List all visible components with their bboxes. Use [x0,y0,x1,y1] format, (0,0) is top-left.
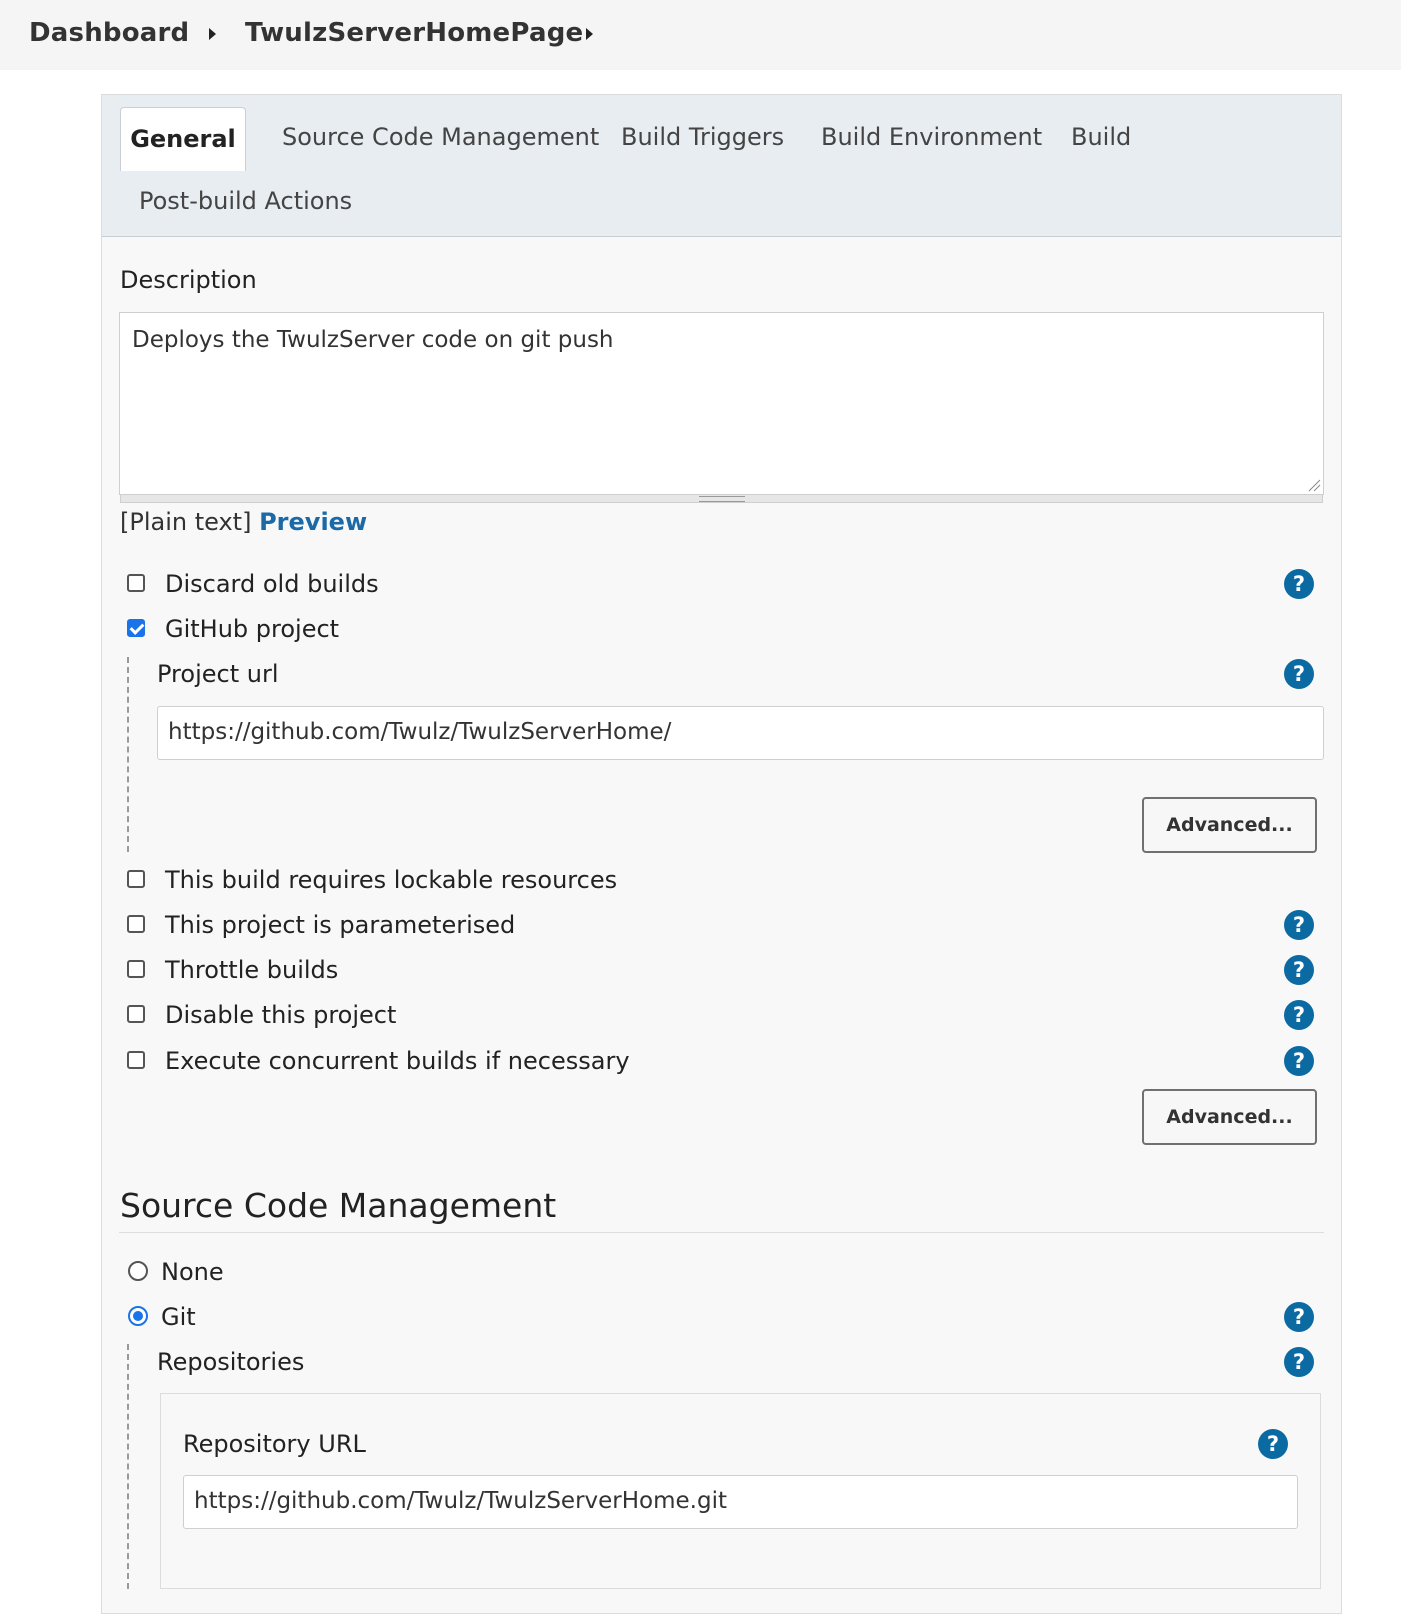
disable-project-label[interactable]: Disable this project [165,1001,397,1029]
help-git-icon[interactable]: ? [1284,1302,1314,1332]
grip-lines-icon [699,496,745,502]
plain-text-note [120,508,367,536]
description-label: Description [120,266,257,294]
breadcrumb-project[interactable]: TwulzServerHomePage [245,18,584,48]
discard-old-builds-label[interactable]: Discard old builds [165,570,379,598]
help-throttle-icon[interactable]: ? [1284,955,1314,985]
tab-build-triggers[interactable]: Build Triggers [621,123,785,151]
scm-git-radio[interactable] [128,1306,148,1326]
breadcrumb [0,0,1401,70]
help-disable-icon[interactable]: ? [1284,1000,1314,1030]
advanced-button-general[interactable]: Advanced... [1142,1089,1317,1145]
repositories-label: Repositories [157,1348,305,1376]
preview-link[interactable]: Preview [259,508,368,536]
github-nested-guide [127,657,129,852]
project-url-label: Project url [157,660,279,688]
plain-text-label: [Plain text] [120,508,252,536]
project-url-input[interactable]: https://github.com/Twulz/TwulzServerHome/ [157,706,1324,760]
help-repository-url-icon[interactable]: ? [1258,1429,1288,1459]
description-textarea[interactable] [119,312,1324,495]
lockable-resources-label[interactable]: This build requires lockable resources [165,866,618,894]
lockable-resources-checkbox[interactable] [127,870,145,888]
scm-none-radio[interactable] [128,1261,148,1281]
disable-project-checkbox[interactable] [127,1005,145,1023]
github-project-checkbox[interactable] [127,619,145,637]
github-project-label[interactable]: GitHub project [165,615,340,643]
concurrent-builds-label[interactable]: Execute concurrent builds if necessary [165,1047,630,1075]
breadcrumb-dashboard[interactable]: Dashboard [29,18,190,48]
help-repositories-icon[interactable]: ? [1284,1347,1314,1377]
help-discard-icon[interactable]: ? [1284,569,1314,599]
throttle-builds-label[interactable]: Throttle builds [165,956,339,984]
help-project-url-icon[interactable]: ? [1284,659,1314,689]
git-nested-guide [127,1344,129,1589]
description-value: Deploys the TwulzServer code on git push [132,327,614,353]
throttle-builds-checkbox[interactable] [127,960,145,978]
repository-url-label: Repository URL [183,1430,366,1458]
tab-general[interactable]: General [120,107,246,171]
scm-git-label[interactable]: Git [161,1303,196,1331]
concurrent-builds-checkbox[interactable] [127,1051,145,1069]
tab-build-environment[interactable]: Build Environment [821,123,1043,151]
scm-section-title: Source Code Management [120,1186,557,1225]
parameterised-label[interactable]: This project is parameterised [165,911,516,939]
tab-source-code-management[interactable]: Source Code Management [282,123,600,151]
tab-post-build-actions[interactable]: Post-build Actions [139,187,353,215]
scm-divider [119,1232,1324,1233]
tab-build[interactable]: Build [1071,123,1132,151]
textarea-grip[interactable] [120,495,1323,503]
parameterised-checkbox[interactable] [127,915,145,933]
help-parameterised-icon[interactable]: ? [1284,910,1314,940]
scm-none-label[interactable]: None [161,1258,224,1286]
advanced-button-github[interactable]: Advanced... [1142,797,1317,853]
repository-url-input[interactable]: https://github.com/Twulz/TwulzServerHome.git [183,1475,1298,1529]
breadcrumb-separator-icon[interactable] [586,28,593,40]
resize-handle-icon[interactable] [1307,478,1321,492]
help-concurrent-icon[interactable]: ? [1284,1046,1314,1076]
discard-old-builds-checkbox[interactable] [127,574,145,592]
breadcrumb-separator-icon[interactable] [209,28,216,40]
tab-bar [102,95,1341,237]
